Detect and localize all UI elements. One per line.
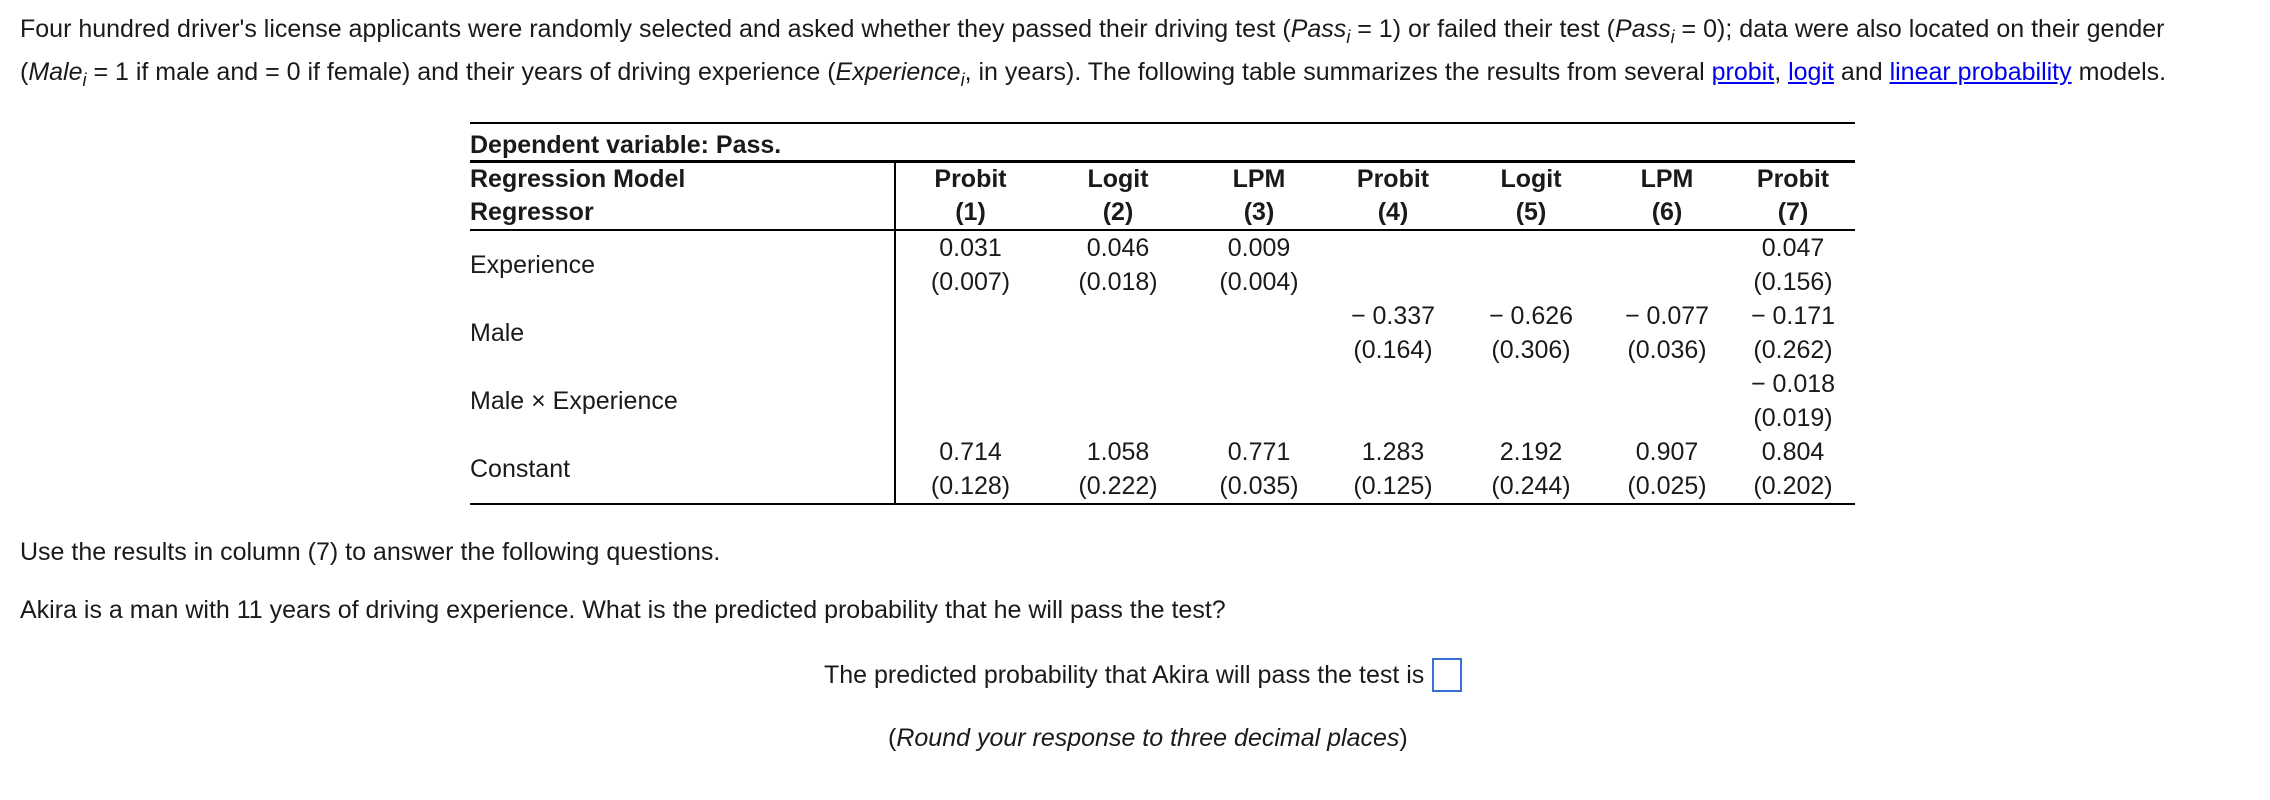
column-number: (4) [1327, 196, 1459, 230]
standard-error: (0.128) [895, 469, 1045, 504]
column-number: (7) [1731, 196, 1855, 230]
coefficient: 0.907 [1635, 438, 1699, 466]
row-label-constant: Constant [470, 435, 895, 504]
coefficient [1603, 230, 1731, 265]
coefficient: 0.031 [939, 234, 1002, 262]
column-number: (1) [895, 196, 1045, 230]
probit-link[interactable]: probit [1711, 58, 1775, 86]
intro-text: = 0); data were also located on their gender [1674, 15, 2165, 43]
coefficient: 2.192 [1499, 438, 1563, 466]
coefficient [1191, 299, 1327, 333]
row-label-experience: Experience [470, 230, 895, 299]
standard-error: (0.244) [1459, 469, 1603, 504]
coefficient: 1.058 [1086, 438, 1150, 466]
logit-link[interactable]: logit [1788, 58, 1834, 86]
model-header: LPM [1640, 165, 1694, 193]
question-text: Akira is a man with 11 years of driving experience. What is the predicted probability that he will pass the test? [20, 596, 1226, 624]
coefficient [1327, 367, 1459, 401]
coefficient [895, 299, 1045, 333]
coefficient: − 0.626 [1488, 302, 1574, 330]
answer-line [824, 658, 1462, 692]
row-label-male-x-experience: Male × Experience [470, 367, 895, 435]
intro-text: = 1) or failed their test ( [1350, 15, 1616, 43]
standard-error: (0.036) [1627, 336, 1707, 364]
coefficient [1045, 299, 1191, 333]
coefficient [895, 367, 1045, 401]
subscript-i: i [1346, 27, 1351, 47]
column-number: (2) [1045, 196, 1191, 230]
coefficient [1459, 367, 1603, 401]
column-number: (3) [1191, 196, 1327, 230]
standard-error: (0.125) [1327, 469, 1459, 504]
standard-error [1191, 333, 1327, 367]
model-header: Probit [934, 165, 1007, 193]
pass-variable: Pass [1290, 15, 1347, 43]
intro-text: , in years). The following table summarizes the results from several [964, 58, 1712, 86]
standard-error: (0.164) [1353, 336, 1433, 364]
standard-error: (0.262) [1753, 336, 1833, 364]
dependent-variable-label: Dependent variable: Pass. [470, 124, 895, 162]
answer-input[interactable] [1432, 658, 1462, 692]
standard-error: (0.025) [1603, 469, 1731, 504]
standard-error [895, 333, 1045, 367]
intro-text: Four hundred driver's license applicants were randomly selected and asked whether they passed their driving test ( [20, 15, 1291, 43]
standard-error [1045, 401, 1191, 435]
paren: ) [1399, 724, 1408, 752]
coefficient: 0.714 [939, 438, 1002, 466]
coefficient: 0.771 [1227, 438, 1291, 466]
model-header: Probit [1356, 165, 1430, 193]
intro-text: ( [20, 58, 29, 86]
coefficient [1327, 230, 1459, 265]
standard-error: (0.019) [1753, 404, 1833, 432]
coefficient [1459, 230, 1603, 265]
coefficient: − 0.018 [1750, 370, 1836, 398]
coefficient: 0.046 [1086, 234, 1150, 262]
standard-error: (0.202) [1731, 469, 1855, 504]
coefficient: − 0.077 [1624, 302, 1710, 330]
model-header: Probit [1756, 165, 1830, 193]
regression-table [470, 122, 1855, 505]
standard-error [1045, 333, 1191, 367]
coefficient: 1.283 [1361, 438, 1425, 466]
standard-error [1327, 265, 1459, 299]
coefficient: − 0.171 [1750, 302, 1836, 330]
standard-error: (0.018) [1078, 268, 1158, 296]
standard-error [1603, 265, 1731, 299]
question-instruction: Use the results in column (7) to answer the following questions. [20, 538, 721, 566]
coefficient [1045, 367, 1191, 401]
standard-error: (0.156) [1753, 268, 1833, 296]
intro-text: = 1 if male and = 0 if female) and their years of driving experience ( [86, 58, 836, 86]
standard-error: (0.306) [1491, 336, 1571, 364]
standard-error [1459, 265, 1603, 299]
standard-error [1327, 401, 1459, 435]
male-variable: Male [28, 58, 83, 86]
regressor-label: Regressor [470, 196, 895, 230]
model-header: Logit [1087, 165, 1149, 193]
standard-error [895, 401, 1045, 435]
standard-error: (0.222) [1045, 469, 1191, 504]
standard-error [1603, 401, 1731, 435]
coefficient: 0.047 [1761, 234, 1825, 262]
coefficient [1191, 367, 1327, 401]
standard-error [1191, 401, 1327, 435]
model-header: Logit [1500, 165, 1562, 193]
coefficient: 0.009 [1227, 234, 1291, 262]
subscript-i: i [1670, 27, 1675, 47]
problem-intro [20, 8, 2260, 94]
row-label-male: Male [470, 299, 895, 367]
pass-variable: Pass [1615, 15, 1671, 43]
model-header: LPM [1232, 165, 1286, 193]
linear-probability-link[interactable]: linear probability [1889, 58, 2072, 86]
answer-prompt: The predicted probability that Akira will pass the test is [824, 660, 1425, 689]
rounding-note [888, 724, 1408, 753]
standard-error: (0.004) [1219, 268, 1299, 296]
standard-error: (0.035) [1191, 469, 1327, 504]
paren: ( [888, 724, 897, 752]
standard-error: (0.007) [930, 268, 1011, 296]
subscript-i: i [960, 70, 965, 90]
column-number: (5) [1459, 196, 1603, 230]
coefficient: 0.804 [1761, 438, 1825, 466]
intro-text: models. [2071, 58, 2167, 86]
column-number: (6) [1603, 196, 1731, 230]
intro-text: and [1833, 58, 1890, 86]
standard-error [1459, 401, 1603, 435]
coefficient: − 0.337 [1350, 302, 1436, 330]
subscript-i: i [82, 70, 87, 90]
experience-variable: Experience [835, 58, 961, 86]
regression-model-label: Regression Model [470, 162, 895, 197]
intro-text: , [1774, 58, 1782, 86]
coefficient [1603, 367, 1731, 401]
rounding-instruction: Round your response to three decimal places [896, 724, 1400, 752]
